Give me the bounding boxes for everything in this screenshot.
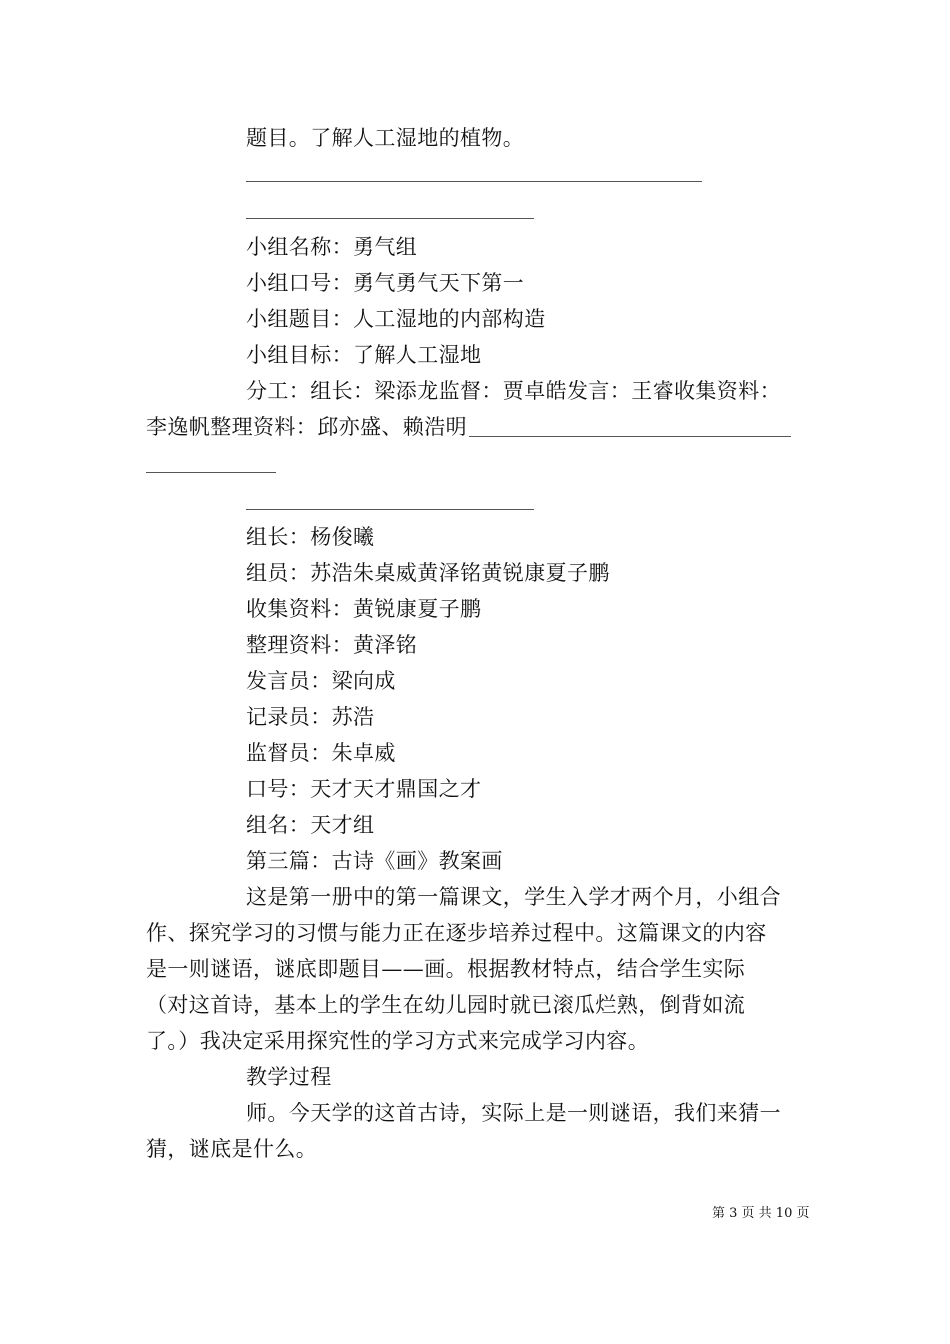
page-footer: 第 3 页 共 10 页 (712, 1206, 810, 1221)
members-line: 组员：苏浩朱桌威黄泽铭黄锐康夏子鹏 (246, 561, 610, 585)
underline-rule (246, 509, 534, 510)
organize-line: 整理资料：黄泽铭 (246, 633, 418, 657)
section-heading: 第三篇：古诗《画》教案画 (246, 849, 503, 873)
collect-line: 收集资料：黄锐康夏子鹏 (246, 597, 482, 621)
group-topic-line: 小组题目：人工湿地的内部构造 (246, 307, 546, 331)
paragraph-line: （对这首诗，基本上的学生在幼儿园时就已滚瓜烂熟，倒背如流 (146, 993, 746, 1017)
paragraph-line: 是一则谜语，谜底即题目——画。根据教材特点，结合学生实际 (146, 957, 746, 981)
group-goal-line: 小组目标：了解人工湿地 (246, 343, 482, 367)
leader-line: 组长：杨俊曦 (246, 525, 375, 549)
team-name-line: 组名：天才组 (246, 813, 375, 837)
underline-rule (246, 181, 702, 182)
underline-rule (146, 472, 276, 473)
inline-underline (469, 436, 791, 437)
group-slogan-line: 小组口号：勇气勇气天下第一 (246, 271, 525, 295)
paragraph-line: 了。）我决定采用探究性的学习方式来完成学习内容。 (146, 1029, 650, 1053)
supervisor-line: 监督员：朱卓威 (246, 741, 396, 765)
text-line: 题目。了解人工湿地的植物。 (246, 126, 525, 150)
speaker-line: 发言员：梁向成 (246, 669, 396, 693)
group-name-line: 小组名称：勇气组 (246, 235, 418, 259)
recorder-line: 记录员：苏浩 (246, 705, 375, 729)
paragraph-line: 这是第一册中的第一篇课文，学生入学才两个月，小组合 (246, 885, 781, 909)
paragraph-line: 猜，谜底是什么。 (146, 1137, 318, 1161)
underline-rule (246, 218, 534, 219)
division-line: 分工：组长：梁添龙监督：贾卓皓发言：王睿收集资料： (246, 379, 781, 403)
subheading: 教学过程 (246, 1065, 332, 1089)
paragraph-line: 师。今天学的这首古诗，实际上是一则谜语，我们来猜一 (246, 1101, 781, 1125)
slogan-line: 口号：天才天才鼎国之才 (246, 777, 482, 801)
paragraph-line: 作、探究学习的习惯与能力正在逐步培养过程中。这篇课文的内容 (146, 921, 767, 945)
division-text: 李逸帆整理资料：邱亦盛、赖浩明 (146, 415, 467, 439)
division-line-cont (146, 413, 791, 441)
